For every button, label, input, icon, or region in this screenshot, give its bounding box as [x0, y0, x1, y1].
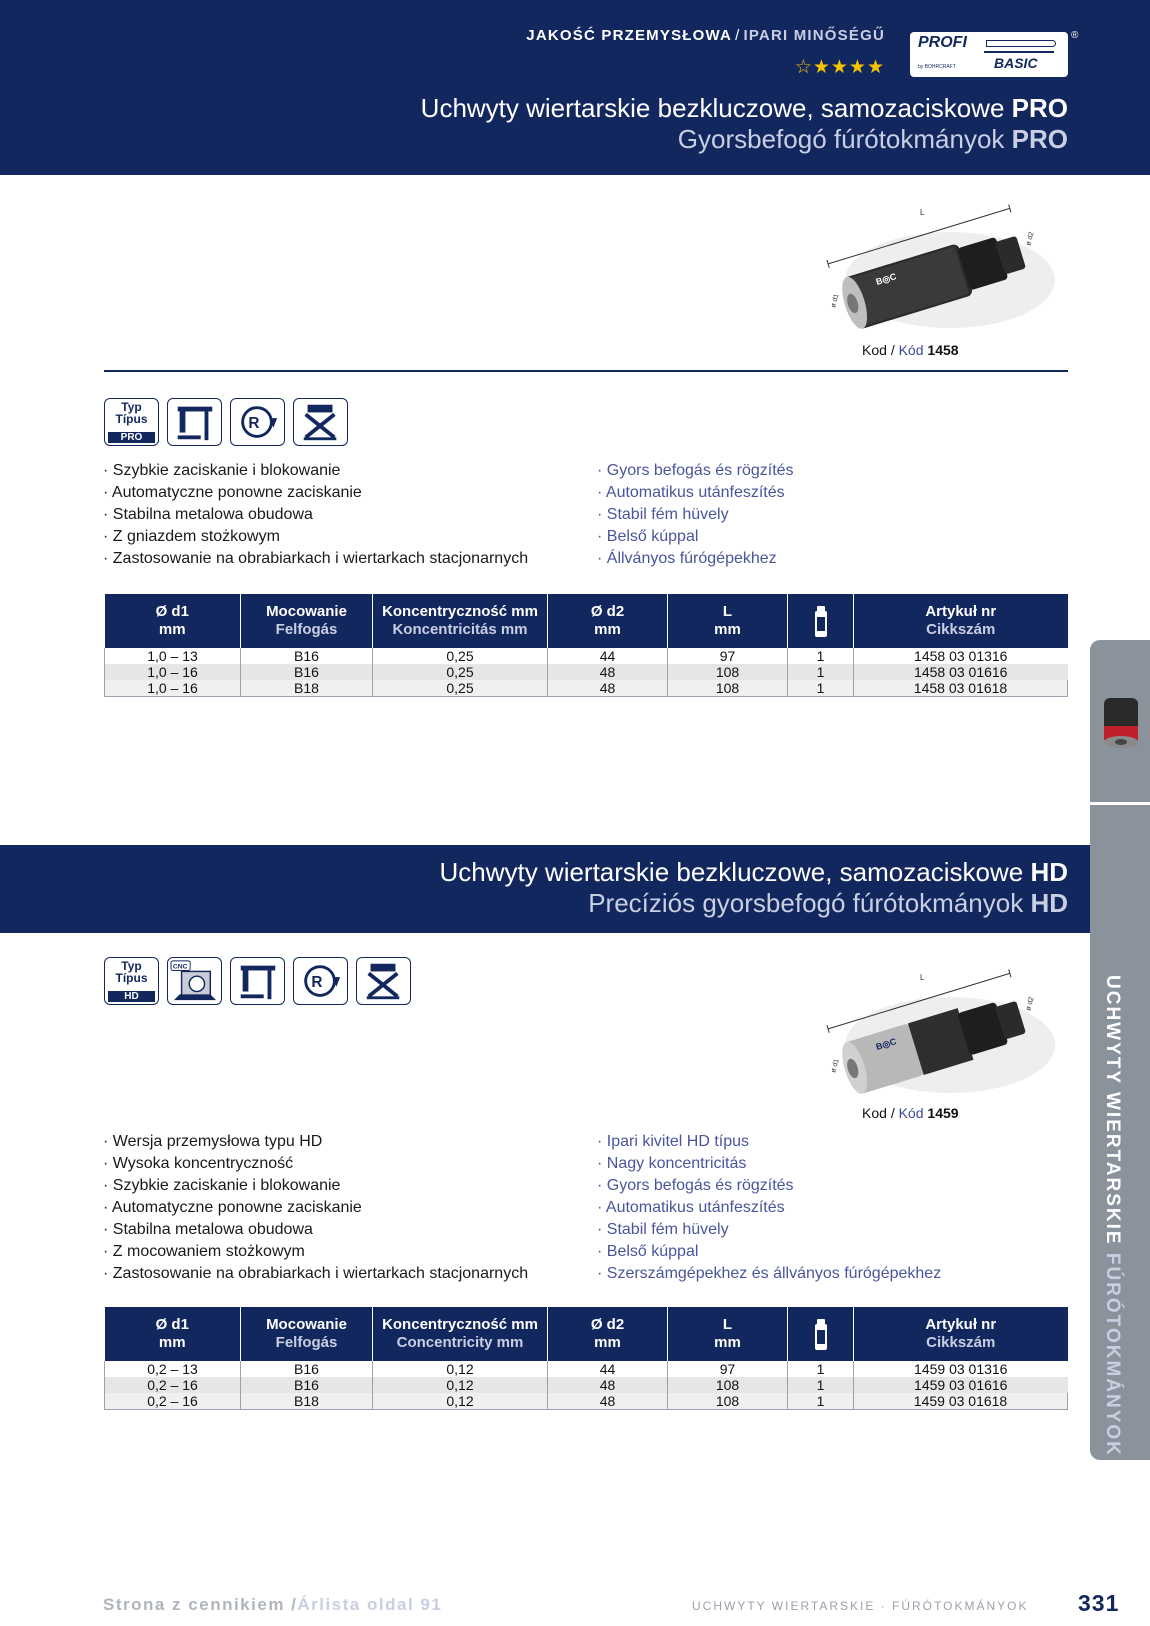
feature-item: · Stabil fém hüvely	[597, 506, 729, 523]
hd-d2-label: ø d2	[1025, 996, 1036, 1012]
feature-item: · Wersja przemysłowa typu HD	[103, 1133, 323, 1150]
auto-retighten-icon	[230, 398, 285, 446]
code-separator: /	[890, 1105, 895, 1121]
footer-chapter-title: UCHWYTY WIERTARSKIE · FÚRÓTOKMÁNYOK	[692, 1599, 1029, 1613]
table-row: 0,2 – 13 B16 0,12 44 97 1 1459 03 01316	[105, 1361, 1068, 1377]
feature-item: · Automatikus utánfeszítés	[597, 484, 785, 501]
hd-features-pl	[103, 1131, 528, 1285]
pro-features-pl	[103, 460, 528, 570]
side-tab-line1: UCHWYTY WIERTARSKIE	[1102, 975, 1123, 1246]
table-row: 1,0 – 13 B16 0,25 44 97 1 1458 03 01316	[105, 648, 1068, 664]
pro-brand-label: B◎C	[874, 271, 898, 287]
hd-code-caption	[862, 1105, 959, 1121]
side-tab-line2: FÚRÓTOKMÁNYOK	[1102, 1252, 1123, 1457]
feature-item: · Szerszámgépekhez és állványos fúrógépekhez	[597, 1265, 942, 1282]
code-label-pl: Kod	[862, 342, 887, 358]
registered-mark: ®	[1071, 30, 1079, 41]
table-row: 0,2 – 16 B18 0,12 48 108 1 1459 03 01618	[105, 1393, 1068, 1410]
badge-typ: Typ	[121, 400, 142, 414]
feature-item: · Stabil fém hüvely	[597, 1221, 729, 1238]
hd-code: 1459	[927, 1105, 959, 1121]
quality-pl: JAKOŚĆ PRZEMYSŁOWA	[526, 27, 733, 44]
pro-length-label: L	[920, 208, 925, 217]
pro-feature-icons	[104, 398, 348, 446]
side-tab-label	[1102, 975, 1123, 1457]
drill-press-icon	[230, 957, 285, 1005]
hd-title-hu-bold: HD	[1030, 888, 1068, 918]
hd-length-label: L	[920, 973, 925, 982]
feature-item: · Z gniazdem stożkowym	[103, 528, 280, 545]
pro-code: 1458	[927, 342, 959, 358]
pro-spec-table	[104, 594, 1068, 697]
col-article: Artykuł nr Cikkszám	[854, 594, 1068, 648]
machine-tool-icon	[356, 957, 411, 1005]
feature-item: · Z mocowaniem stożkowym	[103, 1243, 305, 1260]
type-hd-badge-icon	[104, 957, 159, 1005]
feature-item: · Stabilna metalowa obudowa	[103, 1221, 313, 1238]
feature-item: · Automatikus utánfeszítés	[597, 1199, 785, 1216]
svg-text:R: R	[248, 414, 260, 432]
badge-tipus: Típus	[115, 971, 148, 985]
col-mount: Mocowanie Felfogás	[241, 1307, 373, 1361]
col-length: L mm	[668, 1307, 788, 1361]
side-tab-chapter[interactable]	[1090, 805, 1150, 1460]
logo-profi: PROFI	[918, 34, 967, 51]
quality-hu: IPARI MINŐSÉGŰ	[743, 27, 885, 44]
auto-retighten-icon	[293, 957, 348, 1005]
footer-left-hu: Árlista oldal 91	[297, 1595, 443, 1614]
pro-d1-label: ø d1	[830, 293, 841, 309]
feature-item: · Szybkie zaciskanie i blokowanie	[103, 1177, 341, 1194]
footer-left-pl: Strona z cennikiem	[103, 1595, 285, 1614]
quality-separator: /	[735, 27, 741, 44]
table-row: 1,0 – 16 B18 0,25 48 108 1 1458 03 01618	[105, 680, 1068, 697]
code-label-pl: Kod	[862, 1105, 887, 1121]
package-quantity-icon	[813, 1318, 829, 1352]
feature-item: · Automatyczne ponowne zaciskanie	[103, 484, 362, 501]
table-row: 0,2 – 16 B16 0,12 48 108 1 1459 03 01616	[105, 1377, 1068, 1393]
col-d2: Ø d2 mm	[548, 594, 668, 648]
logo-line	[984, 51, 1054, 53]
pro-title-hu: Gyorsbefogó fúrótokmányok	[677, 124, 1005, 154]
hd-section-band	[0, 845, 1150, 933]
pro-features-hu	[597, 460, 794, 570]
hd-brand-label: B◎C	[874, 1036, 898, 1052]
col-concentricity: Koncentryczność mm Koncentricitás mm	[373, 594, 548, 648]
hd-feature-icons	[104, 957, 411, 1005]
feature-item: · Automatyczne ponowne zaciskanie	[103, 1199, 362, 1216]
logo-basic: BASIC	[994, 55, 1038, 71]
col-pack	[788, 594, 854, 648]
col-d2: Ø d2 mm	[548, 1307, 668, 1361]
table-header-row	[105, 594, 1068, 648]
hd-title	[439, 857, 1068, 919]
header-band	[0, 0, 1150, 175]
cnc-label: CNC	[172, 963, 188, 971]
hd-title-hu: Precíziós gyorsbefogó fúrótokmányok	[588, 888, 1024, 918]
machine-tool-icon	[293, 398, 348, 446]
feature-item: · Stabilna metalowa obudowa	[103, 506, 313, 523]
feature-item: · Állványos fúrógépekhez	[597, 550, 777, 567]
table-row: 1,0 – 16 B16 0,25 48 108 1 1458 03 01616	[105, 664, 1068, 680]
badge-tag: HD	[108, 991, 155, 1002]
col-mount: Mocowanie Felfogás	[241, 594, 373, 648]
cnc-icon	[167, 957, 222, 1005]
feature-item: · Zastosowanie na obrabiarkach i wiertarkach stacjonarnych	[103, 550, 529, 567]
svg-text:R: R	[311, 973, 323, 991]
feature-item: · Ipari kivitel HD típus	[597, 1133, 750, 1150]
col-pack	[788, 1307, 854, 1361]
code-label-hu: Kód	[898, 342, 924, 358]
pro-d2-label: ø d2	[1025, 231, 1036, 247]
hd-chuck-image	[825, 955, 1065, 1110]
section-divider	[104, 370, 1068, 372]
badge-typ: Typ	[121, 959, 142, 973]
badge-tipus: Típus	[115, 412, 148, 426]
feature-item: · Zastosowanie na obrabiarkach i wiertarkach stacjonarnych	[103, 1265, 529, 1282]
pro-title-pl: Uchwyty wiertarskie bezkluczowe, samozaciskowe	[420, 93, 1005, 123]
hd-title-pl-bold: HD	[1030, 857, 1068, 887]
code-separator: /	[890, 342, 895, 358]
pro-chuck-image	[825, 190, 1065, 345]
price-list-reference	[103, 1595, 442, 1615]
package-quantity-icon	[813, 605, 829, 639]
badge-tag: PRO	[108, 432, 155, 443]
code-label-hu: Kód	[898, 1105, 924, 1121]
pro-code-caption	[862, 342, 959, 358]
hd-title-pl: Uchwyty wiertarskie bezkluczowe, samozaciskowe	[439, 857, 1024, 887]
col-length: L mm	[668, 594, 788, 648]
logo-by: by BOHRCRAFT	[918, 64, 956, 70]
profi-basic-logo	[910, 32, 1068, 77]
feature-item: · Gyors befogás és rögzítés	[597, 462, 794, 479]
drill-press-icon	[167, 398, 222, 446]
feature-item: · Belső kúppal	[597, 528, 699, 545]
quality-label	[526, 27, 885, 44]
feature-item: · Nagy koncentricitás	[597, 1155, 747, 1172]
feature-item: · Szybkie zaciskanie i blokowanie	[103, 462, 341, 479]
pro-title-hu-bold: PRO	[1011, 124, 1068, 154]
page-number: 331	[1078, 1590, 1120, 1616]
col-d1: Ø d1 mm	[105, 594, 241, 648]
col-concentricity: Koncentryczność mm Concentricity mm	[373, 1307, 548, 1361]
feature-item: · Gyors befogás és rögzítés	[597, 1177, 794, 1194]
side-tab-thumbnail[interactable]	[1090, 640, 1150, 802]
hd-d1-label: ø d1	[830, 1058, 841, 1074]
pro-title	[421, 93, 1068, 155]
table-header-row	[105, 1307, 1068, 1361]
col-article: Artykuł nr Cikkszám	[854, 1307, 1068, 1361]
pro-title-pl-bold: PRO	[1011, 93, 1068, 123]
rating-stars: ☆★★★★	[794, 57, 885, 78]
hd-spec-table	[104, 1307, 1068, 1410]
hd-features-hu	[597, 1131, 941, 1285]
chuck-thumbnail-icon	[1094, 690, 1148, 754]
feature-item: · Wysoka koncentryczność	[103, 1155, 294, 1172]
drill-bit-icon	[986, 40, 1056, 47]
type-pro-badge-icon	[104, 398, 159, 446]
col-d1: Ø d1 mm	[105, 1307, 241, 1361]
footer-separator: /	[291, 1595, 298, 1614]
feature-item: · Belső kúppal	[597, 1243, 699, 1260]
